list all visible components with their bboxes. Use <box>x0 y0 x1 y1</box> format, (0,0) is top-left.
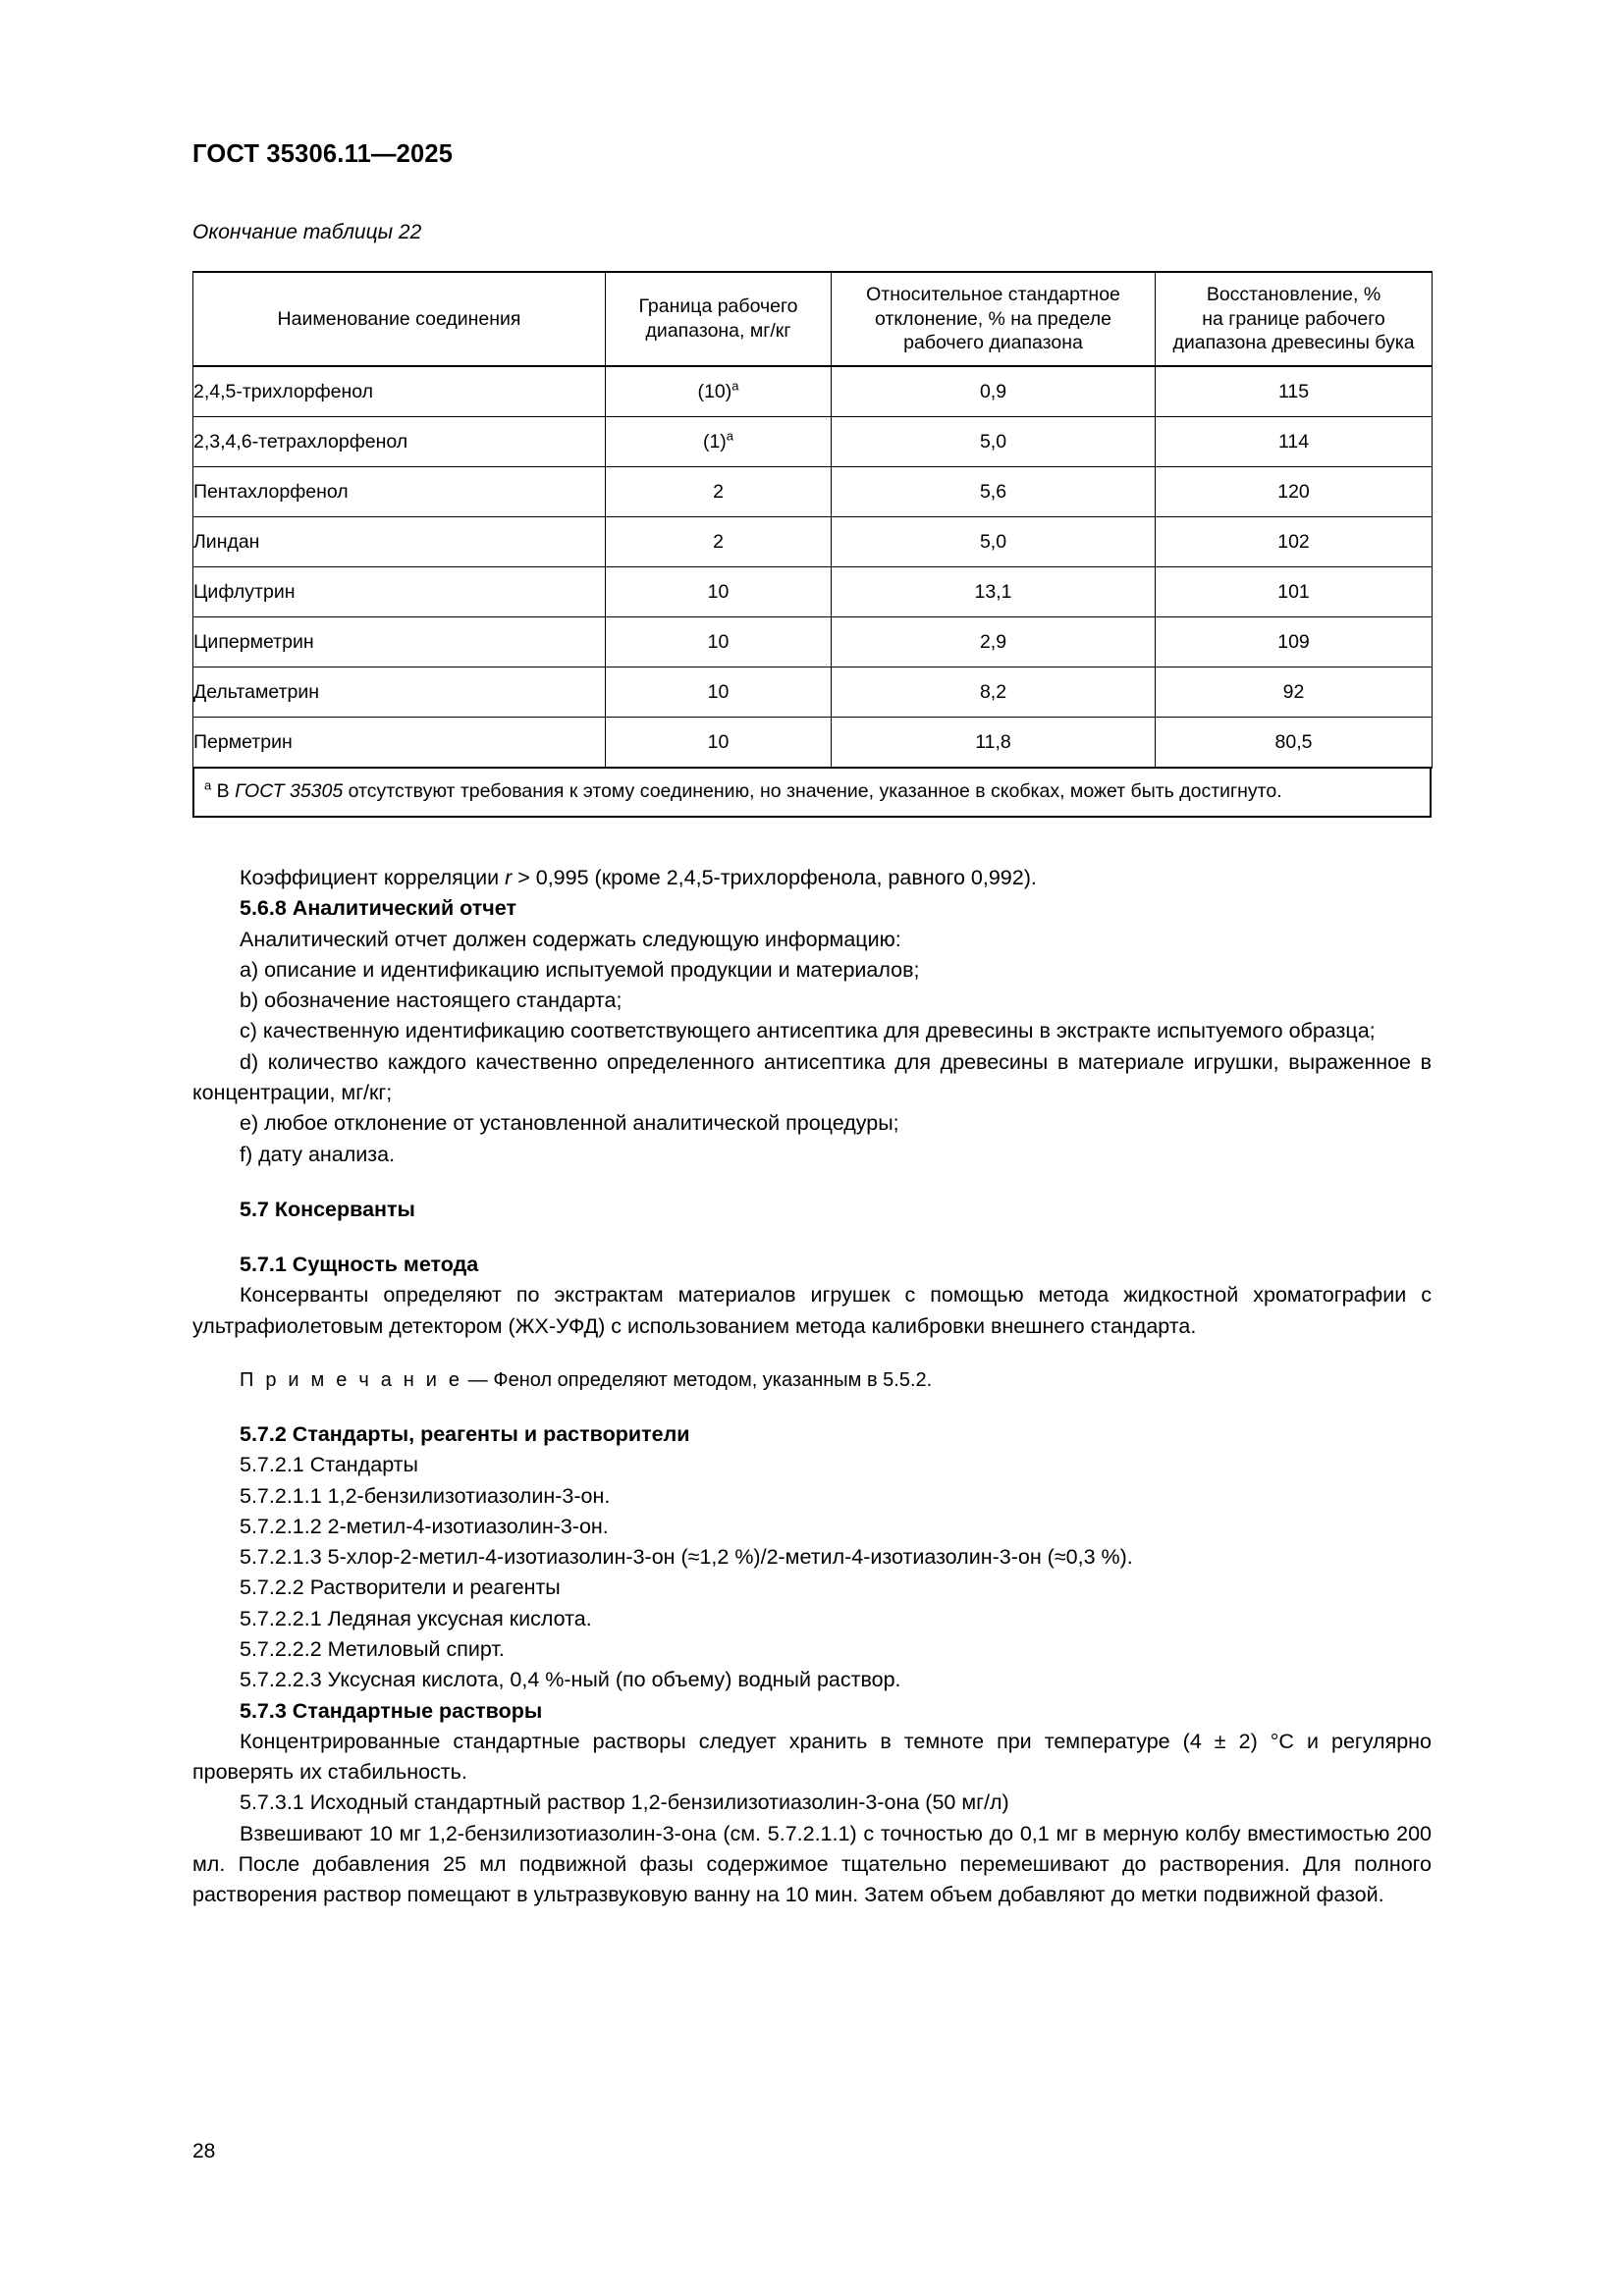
table-22-continuation <box>192 271 1432 818</box>
table-row <box>193 467 1433 517</box>
column-header-relative-std-deviation <box>832 272 1156 366</box>
correlation-after: > 0,995 (кроме 2,4,5-трихлорфенола, равного 0,992). <box>512 866 1037 889</box>
clause-5-7-2-1-1: 5.7.2.1.1 1,2-бензилизотиазолин-3-он. <box>240 1483 611 1508</box>
cell-relative-std-deviation: 5,6 <box>832 467 1156 517</box>
cell-working-range-limit: 2 <box>606 517 832 567</box>
body-content <box>192 863 1432 1911</box>
header-line: диапазона, мг/кг <box>645 320 791 342</box>
cell-relative-std-deviation: 13,1 <box>832 567 1156 617</box>
table-caption: Окончание таблицы 22 <box>192 221 422 243</box>
correlation-before: Коэффициент корреляции <box>240 866 506 889</box>
list-item: d) количество каждого качественно определенного антисептика для древесины в материале игрушки, выраженное в концентрации, мг/кг; <box>192 1049 1432 1104</box>
limit-value: (10) <box>697 380 732 402</box>
cell-compound-name: 2,3,4,6-тетрахлорфенол <box>193 417 606 467</box>
heading-5-6-8: 5.6.8 Аналитический отчет <box>240 896 516 921</box>
clause-5-7-2-2-1: 5.7.2.2.1 Ледяная уксусная кислота. <box>240 1606 592 1630</box>
cell-recovery: 80,5 <box>1156 718 1433 769</box>
footnote-marker: a <box>204 777 212 793</box>
footnote-standard-ref: ГОСТ 35305 <box>235 780 344 802</box>
column-header-working-range-limit <box>606 272 832 366</box>
note-label: П р и м е ч а н и е <box>240 1368 463 1391</box>
header-line: рабочего диапазона <box>903 332 1083 354</box>
clause-5-7-2-1: 5.7.2.1 Стандарты <box>240 1453 418 1477</box>
table-body <box>193 366 1433 768</box>
cell-working-range-limit <box>606 366 832 417</box>
cell-relative-std-deviation: 5,0 <box>832 417 1156 467</box>
cell-relative-std-deviation: 8,2 <box>832 667 1156 718</box>
heading-5-7-1: 5.7.1 Сущность метода <box>240 1253 479 1277</box>
heading-5-7-3: 5.7.3 Стандартные растворы <box>240 1698 543 1723</box>
cell-working-range-limit: 2 <box>606 467 832 517</box>
clause-5-7-2-1-3: 5.7.2.1.3 5-хлор-2-метил-4-изотиазолин-3-он (≈1,2 %)/2-метил-4-изотиазолин-3-он (≈0,3 %). <box>240 1545 1133 1570</box>
document-header: ГОСТ 35306.11—2025 <box>192 140 454 168</box>
header-line: отклонение, % на пределе <box>875 307 1111 330</box>
heading-5-7-2: 5.7.2 Стандарты, реагенты и растворители <box>240 1422 690 1447</box>
cell-recovery: 114 <box>1156 417 1433 467</box>
cell-relative-std-deviation: 0,9 <box>832 366 1156 417</box>
cell-working-range-limit: 10 <box>606 567 832 617</box>
cell-relative-std-deviation: 5,0 <box>832 517 1156 567</box>
cell-working-range-limit: 10 <box>606 667 832 718</box>
limit-value: (1) <box>702 430 727 453</box>
header-line: диапазона древесины бука <box>1172 332 1415 354</box>
footnote-text-before: В <box>211 780 236 802</box>
cell-recovery: 120 <box>1156 467 1433 517</box>
cell-compound-name: Линдан <box>193 517 606 567</box>
cell-recovery: 92 <box>1156 667 1433 718</box>
clause-5-7-3-1-title: 5.7.3.1 Исходный стандартный раствор 1,2-бензилизотиазолин-3-она (50 мг/л) <box>240 1790 1009 1815</box>
cell-working-range-limit: 10 <box>606 718 832 769</box>
clause-5-7-2-2: 5.7.2.2 Растворители и реагенты <box>240 1575 561 1600</box>
table-footnote <box>192 769 1432 818</box>
header-line: Относительное стандартное <box>866 284 1120 306</box>
footnote-text-after: отсутствуют требования к этому соединению, но значение, указанное в скобках, может быть достигнуто. <box>343 780 1282 802</box>
table-row <box>193 417 1433 467</box>
cell-working-range-limit: 10 <box>606 617 832 667</box>
paragraph-5-7-1: Консерванты определяют по экстрактам материалов игрушек с помощью метода жидкостной хроматографии с ультрафиолетовым детектором (ЖХ-УФД) с использованием метода калибровки внешнего стандарта. <box>192 1283 1432 1338</box>
results-table <box>192 271 1433 769</box>
list-item: a) описание и идентификацию испытуемой продукции и материалов; <box>240 957 920 982</box>
cell-relative-std-deviation: 2,9 <box>832 617 1156 667</box>
cell-recovery: 115 <box>1156 366 1433 417</box>
table-head <box>193 272 1433 366</box>
paragraph-5-6-8-intro: Аналитический отчет должен содержать следующую информацию: <box>240 927 901 951</box>
footnote-ref: a <box>731 378 739 393</box>
cell-recovery: 102 <box>1156 517 1433 567</box>
paragraph-5-7-3-1: Взвешивают 10 мг 1,2-бензилизотиазолин-3-она (см. 5.7.2.1.1) с точностью до 0,1 мг в мерную колбу вместимостью 200 мл. После добавления 25 мл подвижной фазы содержимое тщательно перемешивают до растворения. Для полного растворения раствор помещают в ультразвуковую ванну на 10 мин. Затем объем добавляют до метки подвижной фазой. <box>192 1821 1432 1907</box>
table-row <box>193 366 1433 417</box>
cell-compound-name: 2,4,5-трихлорфенол <box>193 366 606 417</box>
header-line: Граница рабочего <box>638 295 798 318</box>
cell-recovery: 101 <box>1156 567 1433 617</box>
cell-compound-name: Дельтаметрин <box>193 667 606 718</box>
column-header-recovery <box>1156 272 1433 366</box>
clause-5-7-2-2-2: 5.7.2.2.2 Метиловый спирт. <box>240 1637 505 1661</box>
correlation-symbol: r <box>505 866 513 889</box>
list-item: f) дату анализа. <box>240 1142 396 1166</box>
heading-5-7: 5.7 Консерванты <box>240 1197 415 1221</box>
cell-working-range-limit <box>606 417 832 467</box>
spacer <box>192 1225 1432 1250</box>
list-item: c) качественную идентификацию соответствующего антисептика для древесины в экстракте испытуемого образца; <box>240 1019 1376 1043</box>
cell-relative-std-deviation: 11,8 <box>832 718 1156 769</box>
table-row <box>193 567 1433 617</box>
header-line: на границе рабочего <box>1202 307 1385 330</box>
table-row <box>193 718 1433 769</box>
list-item: e) любое отклонение от установленной аналитической процедуры; <box>240 1111 899 1136</box>
spacer <box>192 1395 1432 1419</box>
cell-compound-name: Пентахлорфенол <box>193 467 606 517</box>
header-line: Восстановление, % <box>1206 284 1381 306</box>
footnote-ref: a <box>726 428 734 443</box>
table-header-row <box>193 272 1433 366</box>
table-row <box>193 617 1433 667</box>
cell-recovery: 109 <box>1156 617 1433 667</box>
clause-5-7-2-2-3: 5.7.2.2.3 Уксусная кислота, 0,4 %-ный (по объему) водный раствор. <box>240 1668 901 1692</box>
note-text: Фенол определяют методом, указанным в 5.5.2. <box>493 1368 933 1391</box>
column-header-compound-name <box>193 272 606 366</box>
table-row <box>193 517 1433 567</box>
spacer <box>192 1170 1432 1195</box>
paragraph-5-7-3: Концентрированные стандартные растворы следует хранить в темноте при температуре (4 ± 2) °C и регулярно проверять их стабильность. <box>192 1729 1432 1785</box>
page-number: 28 <box>192 2140 216 2163</box>
note-dash: — <box>462 1368 494 1391</box>
header-line: Наименование соединения <box>277 307 521 330</box>
clause-5-7-2-1-2: 5.7.2.1.2 2-метил-4-изотиазолин-3-он. <box>240 1514 609 1538</box>
correlation-paragraph <box>192 863 1432 893</box>
cell-compound-name: Циперметрин <box>193 617 606 667</box>
spacer <box>192 1342 1432 1366</box>
cell-compound-name: Перметрин <box>193 718 606 769</box>
cell-compound-name: Цифлутрин <box>193 567 606 617</box>
list-item: b) обозначение настоящего стандарта; <box>240 988 623 1013</box>
note-block <box>192 1366 1432 1395</box>
table-row <box>193 667 1433 718</box>
